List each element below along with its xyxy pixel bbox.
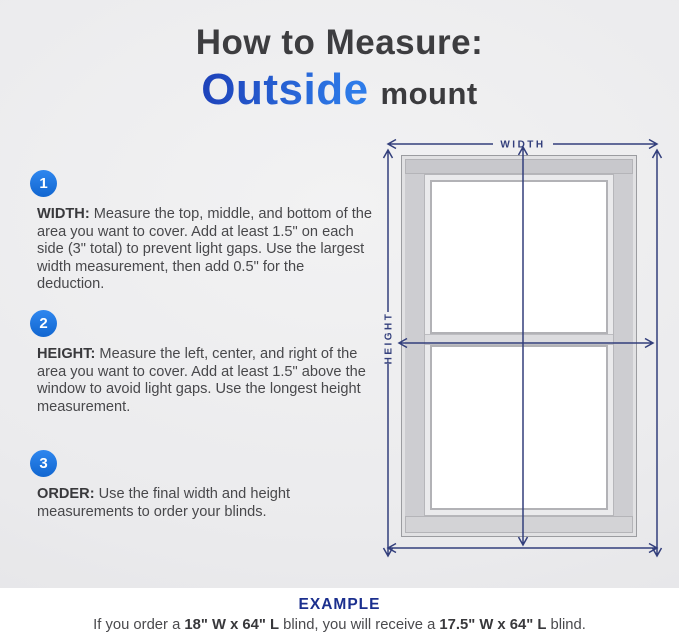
page-title bbox=[0, 22, 679, 125]
step-3-badge: 3 bbox=[30, 450, 57, 477]
example-suffix: blind. bbox=[546, 617, 586, 633]
measure-line-vertical-center bbox=[519, 147, 528, 545]
example-footer bbox=[0, 588, 679, 644]
step-1-body: Measure the top, middle, and bottom of the area you want to cover. Add at least 1.5" on each side (3" total) to prevent light gaps. Use the largest width measurement, then add 0.5" for the deduction. bbox=[37, 206, 372, 293]
step-2-text bbox=[37, 346, 382, 416]
step-1-text bbox=[37, 206, 373, 294]
example-sentence bbox=[0, 617, 679, 633]
step-2-body: Measure the left, center, and right of the area you want to cover. Add at least 1.5" above the window to avoid light gaps. Use the longest height measurement. bbox=[37, 346, 366, 415]
example-middle: blind, you will receive a bbox=[279, 617, 440, 633]
step-2-badge: 2 bbox=[30, 310, 57, 337]
measure-line-horizontal-middle bbox=[399, 339, 653, 348]
step-1-badge: 1 bbox=[30, 170, 57, 197]
title-line-2 bbox=[0, 65, 679, 125]
step-3-body: Use the final width and height measurements to order your blinds. bbox=[37, 486, 291, 520]
step-1-heading: WIDTH: bbox=[37, 206, 90, 222]
window-measure-diagram bbox=[375, 128, 675, 588]
height-arrow-label: HEIGHT bbox=[383, 311, 395, 365]
measurement-arrows bbox=[375, 128, 675, 588]
width-arrow-label: WIDTH bbox=[500, 139, 546, 151]
height-arrow-right bbox=[653, 150, 662, 556]
step-2-heading: HEIGHT: bbox=[37, 346, 96, 362]
step-3-heading: ORDER: bbox=[37, 486, 95, 502]
step-3-text bbox=[37, 486, 373, 521]
example-heading: EXAMPLE bbox=[298, 596, 381, 613]
example-received-size: 17.5" W x 64" L bbox=[439, 617, 547, 633]
title-line-1: How to Measure: bbox=[195, 23, 484, 62]
title-highlight-outside: Outside bbox=[201, 65, 369, 114]
example-ordered-size: 18" W x 64" L bbox=[184, 617, 280, 633]
example-prefix: If you order a bbox=[93, 617, 185, 633]
title-suffix-mount: mount bbox=[380, 76, 478, 111]
